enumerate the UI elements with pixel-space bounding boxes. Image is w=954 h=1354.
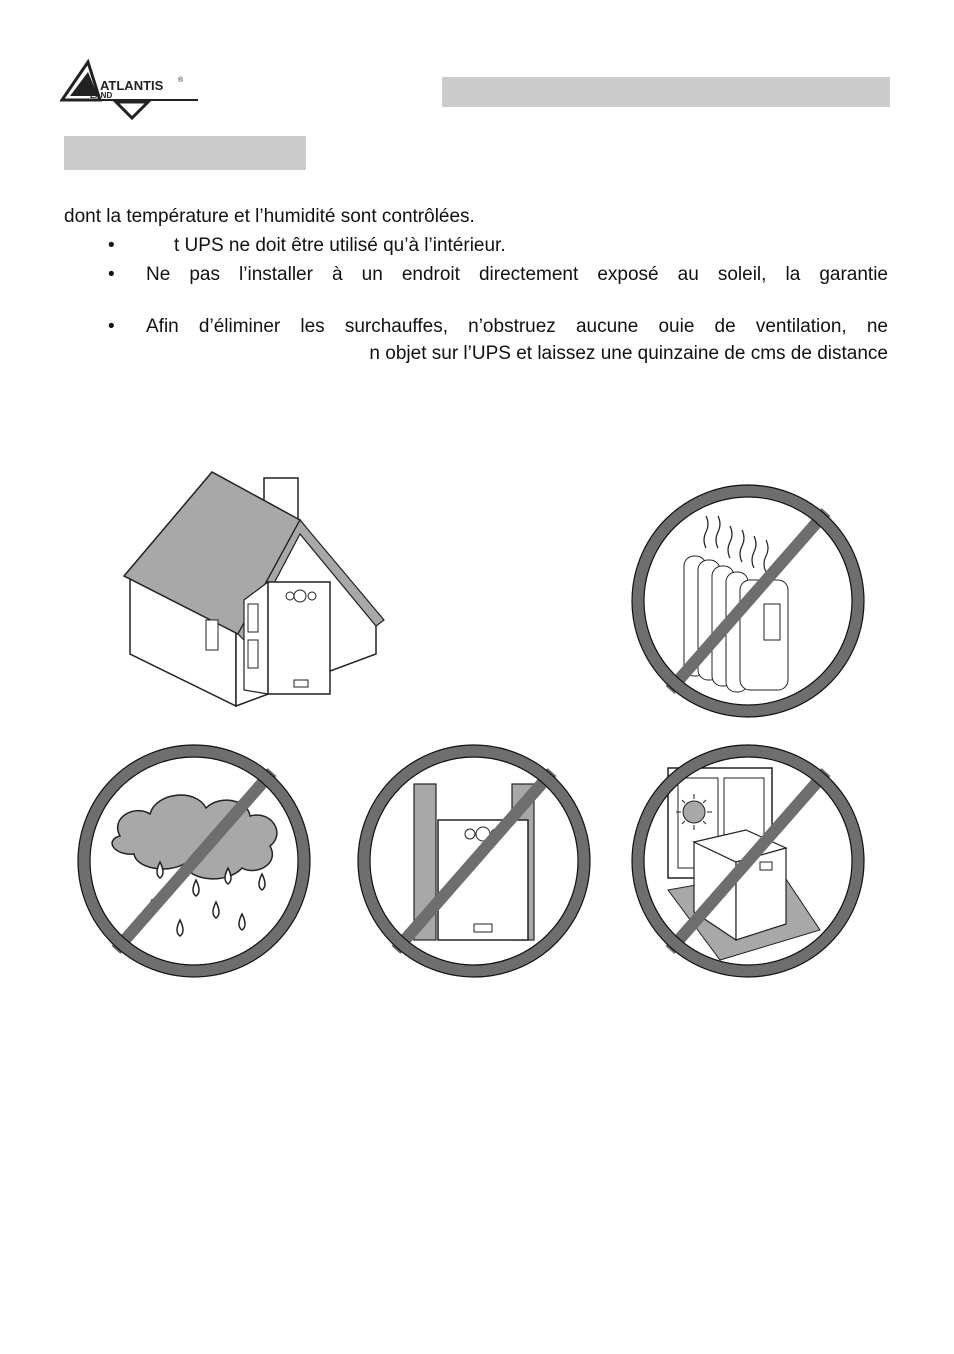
bullet-symbol: • xyxy=(108,316,115,337)
no-enclosed-space-icon xyxy=(358,745,590,977)
no-direct-sunlight-icon xyxy=(632,745,864,977)
house-with-ups-icon xyxy=(124,472,384,706)
bullet-text-ventilation-continuation: n objet sur l’UPS et laissez une quinzaine de cms de distance xyxy=(369,343,888,364)
logo-sub-text: LAND xyxy=(90,91,113,100)
paragraph-line: dont la température et l’humidité sont contrôlées. xyxy=(64,206,475,227)
bullet-text-indoor-use: t UPS ne doit être utilisé qu’à l’intérieur. xyxy=(174,235,506,256)
bullet-text-ventilation: Afin d’éliminer les surchauffes, n’obstruez aucune ouie de ventilation, ne xyxy=(146,316,888,337)
bullet-text-sunlight: Ne pas l’installer à un endroit directement exposé au soleil, la garantie xyxy=(146,264,888,285)
logo-registered-mark: ® xyxy=(178,77,184,84)
no-heater-icon xyxy=(632,485,864,717)
bullet-symbol: • xyxy=(108,235,115,256)
logo-brand-text: ATLANTIS xyxy=(100,78,164,93)
no-rain-icon xyxy=(78,745,310,977)
bullet-symbol: • xyxy=(108,264,115,285)
